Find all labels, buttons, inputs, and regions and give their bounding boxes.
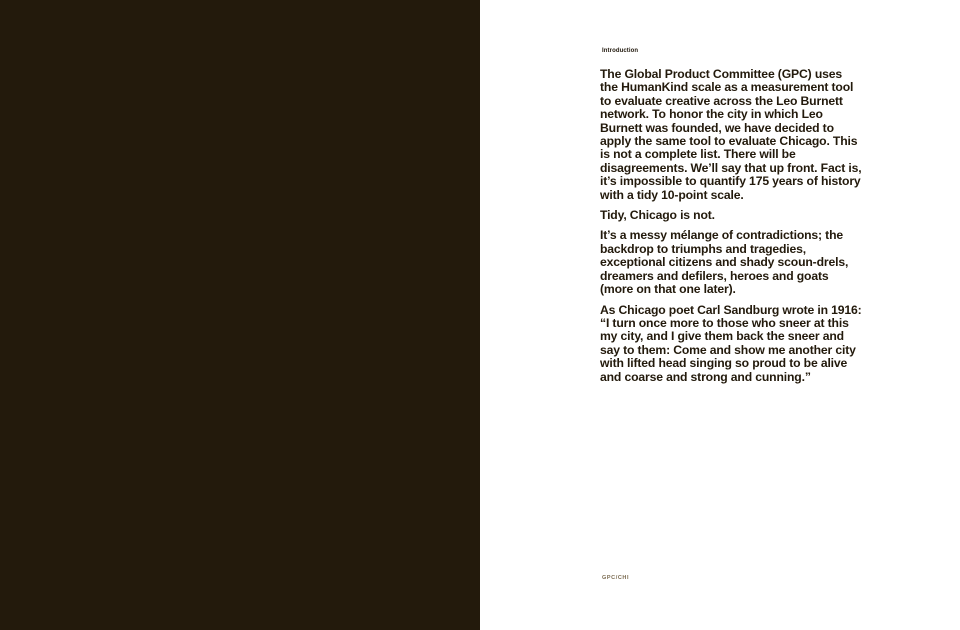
paragraph-tidy: Tidy, Chicago is not. — [600, 208, 715, 223]
intro-body — [600, 68, 862, 391]
page-folio: GPC/CHI — [602, 575, 630, 581]
paragraph-intro: The Global Product Committee (GPC) uses the HumanKind scale as a measurement tool to evaluate creative across the Leo Burnett network. To honor the city in which Leo Burnett was founded, we have decided to apply the same tool to evaluate Chicago. This is not a complete list. There will be disagreements. We’ll say that up front. Fact is, it’s impossible to quantify 175 years of history with a tidy 10-point scale. — [600, 67, 862, 202]
paragraph-melange: It’s a messy mélange of contradictions; the backdrop to triumphs and tragedies, exceptional citizens and shady scoun-drels, dreamers and defilers, heroes and goats (more on that one later). — [600, 228, 849, 297]
paragraph-sandburg-quote: As Chicago poet Carl Sandburg wrote in 1916: “I turn once more to those who sneer at this my city, and I give them back the sneer and say to them: Come and show me another city with lifted head singing so proud to be alive and coarse and strong and cunning.” — [600, 302, 862, 384]
right-page — [480, 0, 960, 630]
section-label: Introduction — [602, 48, 639, 54]
